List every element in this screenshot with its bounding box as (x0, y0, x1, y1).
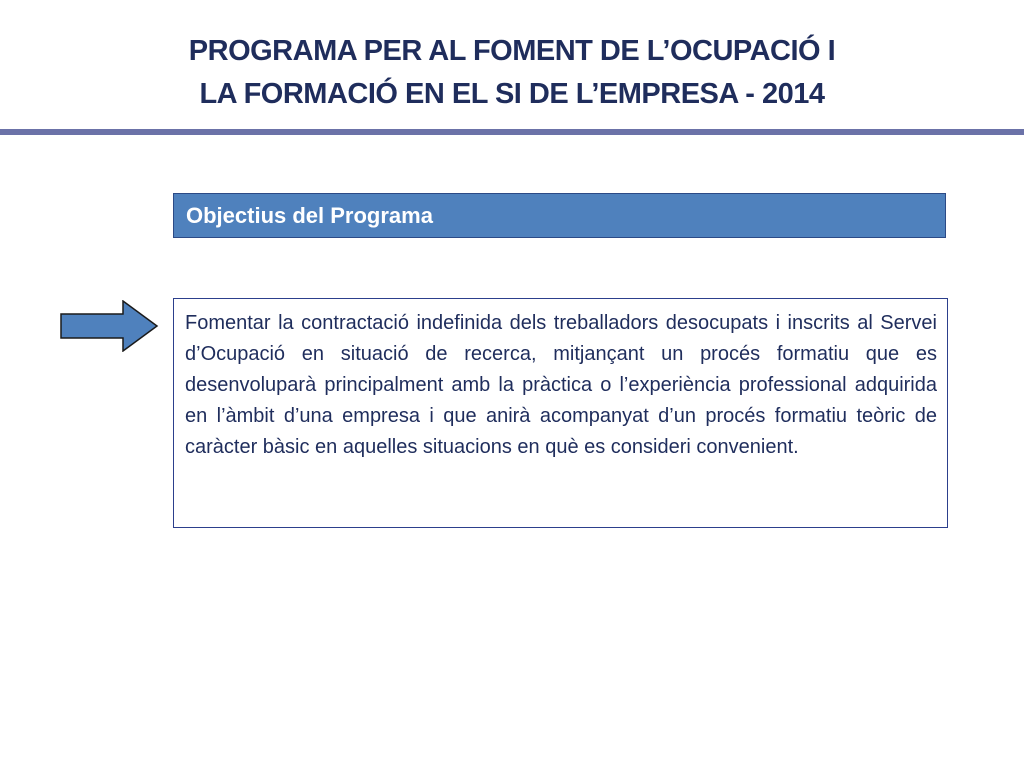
title-divider (0, 129, 1024, 135)
title-line-1: PROGRAMA PER AL FOMENT DE L’OCUPACIÓ I (188, 35, 836, 67)
slide-title (60, 30, 964, 116)
right-arrow-icon (60, 300, 160, 352)
section-header: Objectius del Programa (173, 193, 946, 238)
objective-text: Fomentar la contractació indefinida dels treballadors desocupats i inscrits al Servei d’Ocupació en situació de recerca, mitjançant un procés formatiu que es desenvoluparà principalment amb la pràctica o l’experiència professional adquirida en l’àmbit d’una empresa i que anirà acompanyat d’un procés formatiu teòric de caràcter bàsic en aquelles situacions en què es consideri convenient. (185, 312, 937, 458)
title-line-2: LA FORMACIÓ EN EL SI DE L’EMPRESA - 2014 (199, 78, 825, 110)
objective-text-box (173, 298, 948, 528)
